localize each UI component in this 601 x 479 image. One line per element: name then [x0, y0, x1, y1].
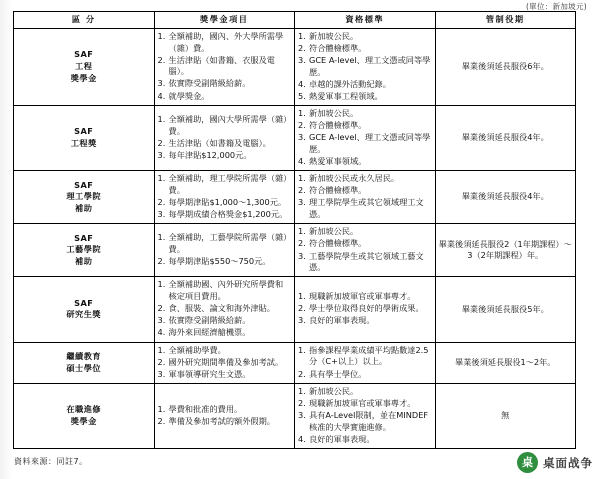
list-item-text: 符合體檢標準。 — [309, 185, 367, 196]
cell-criteria — [295, 105, 436, 170]
list-item — [158, 55, 292, 78]
list-item-number: 1. — [157, 30, 166, 41]
items-list — [158, 404, 292, 428]
list-item-text: 全額補助，國內大學所需學（雜）費。 — [168, 114, 288, 136]
list-item-number: 1. — [298, 344, 306, 355]
type-line: 理工學院 — [66, 191, 102, 202]
list-item-number: 1. — [157, 279, 166, 290]
list-item-number: 1. — [298, 173, 306, 184]
cell-items — [154, 28, 295, 105]
list-item-number: 2. — [157, 54, 166, 65]
cell-type — [14, 383, 155, 448]
list-item-text: 準備及參加考試的額外假期。 — [168, 416, 275, 427]
table-row — [14, 105, 576, 170]
watermark-text: 桌面战争 — [543, 455, 593, 470]
list-item-number: 1. — [298, 226, 306, 237]
cell-period: 無 — [435, 383, 576, 448]
cell-items — [154, 105, 295, 170]
criteria-list — [298, 31, 432, 103]
list-item — [298, 91, 432, 103]
list-item-number: 4. — [298, 156, 306, 167]
list-item-number: 2. — [157, 137, 166, 148]
list-item — [298, 120, 432, 132]
table-row — [14, 342, 576, 383]
list-item — [298, 31, 432, 43]
list-item — [298, 226, 432, 238]
list-item-text: 海外來回經濟艙機票。 — [168, 327, 251, 338]
table-row — [14, 28, 576, 105]
criteria-list — [298, 345, 432, 380]
list-item-number: 2. — [298, 368, 306, 379]
list-item-number: 1. — [157, 114, 166, 125]
type-line: SAF — [74, 126, 94, 137]
list-item-text: 良好的軍事表現。 — [309, 434, 375, 444]
list-item — [298, 369, 432, 381]
list-item-text: 學士學位取得良好的學術成果。 — [309, 303, 424, 314]
cell-type — [14, 171, 155, 224]
list-item-text: 新加坡公民。 — [309, 30, 359, 41]
list-item — [158, 327, 292, 339]
list-item — [298, 197, 432, 220]
list-item-text: 熱愛軍事工程領域。 — [309, 90, 383, 101]
list-item-text: 新加坡公民。 — [309, 385, 359, 396]
type-line: 工程獎 — [70, 138, 97, 149]
list-item-text: 就學獎金。 — [168, 90, 210, 101]
source-note: 資料來源：同註7。 — [14, 457, 88, 466]
list-item-number: 2. — [298, 42, 306, 53]
items-list — [158, 114, 292, 162]
criteria-list — [298, 173, 432, 221]
list-item — [298, 315, 432, 327]
cell-items — [154, 277, 295, 342]
list-item — [298, 238, 432, 250]
type-line: 工藝學院 — [66, 244, 102, 255]
list-item-number: 4. — [157, 327, 166, 338]
type-line: 補助 — [75, 256, 93, 267]
list-item-number: 3. — [157, 368, 166, 379]
list-item-number: 3. — [298, 54, 306, 65]
type-line: 繼續教育 — [66, 351, 102, 362]
list-item-text: GCE A-level、理工文憑或同等學歷。 — [309, 54, 431, 77]
cell-criteria — [295, 277, 436, 342]
list-item-text: GCE A-level、理工文憑或同等學歷。 — [309, 132, 431, 154]
list-item-number: 1. — [298, 291, 306, 302]
items-list — [158, 232, 292, 267]
cell-items — [154, 224, 295, 277]
list-item-text: 生活津貼（如書籍及電腦）。 — [168, 137, 271, 148]
table-row — [14, 224, 576, 277]
list-item-number: 1. — [298, 107, 306, 118]
list-item-text: 具有A-Level限制，並在MINDEF核准的大學實施進修。 — [309, 410, 429, 432]
cell-items — [154, 342, 295, 383]
cell-period: 畢業後須延長服役6年。 — [435, 28, 576, 105]
list-item-number: 2. — [298, 398, 306, 409]
list-item — [158, 303, 292, 315]
list-item-number: 2. — [298, 120, 306, 131]
list-item — [298, 410, 432, 433]
list-item-number: 2. — [157, 303, 166, 314]
criteria-list — [298, 291, 432, 327]
list-item-text: 符合體檢標準。 — [309, 120, 367, 131]
cell-criteria — [295, 28, 436, 105]
list-item — [158, 78, 292, 90]
items-list — [158, 279, 292, 339]
cell-type — [14, 105, 155, 170]
type-line: 在職進修 — [66, 404, 102, 415]
column-header-type: 區 分 — [14, 12, 155, 29]
list-item-number: 3. — [157, 78, 166, 89]
list-item-number: 4. — [157, 90, 166, 101]
list-item-text: 軍事領導研究生文憑。 — [168, 368, 251, 379]
list-item — [298, 185, 432, 197]
list-item-number: 3. — [157, 315, 166, 326]
type-line: 碩士學位 — [66, 362, 102, 373]
list-item-text: 每年津貼$12,000元。 — [168, 149, 252, 160]
items-list — [158, 31, 292, 102]
type-line: 研究生獎 — [66, 309, 102, 320]
list-item-number: 2. — [298, 303, 306, 314]
list-item-number: 4. — [298, 78, 306, 89]
column-header-period: 管制役期 — [435, 12, 576, 29]
list-item — [298, 398, 432, 410]
list-item — [158, 279, 292, 302]
type-line: SAF — [74, 232, 94, 243]
cell-type — [14, 224, 155, 277]
list-item — [158, 357, 292, 369]
table-body — [14, 28, 576, 449]
cell-criteria — [295, 171, 436, 224]
list-item-text: 每學期成績合格獎金$1,200元。 — [168, 209, 288, 220]
table-row — [14, 171, 576, 224]
list-item-text: 熱愛軍事領域。 — [309, 156, 367, 167]
list-item-number: 3. — [157, 149, 166, 160]
list-item — [158, 232, 292, 255]
type-line: 補助 — [75, 203, 93, 214]
list-item-text: 全額補助學費。 — [168, 344, 226, 355]
type-line: 獎學金 — [70, 416, 97, 427]
list-item-number: 2. — [157, 416, 166, 427]
list-item-number: 3. — [298, 250, 306, 261]
list-item — [158, 197, 292, 209]
cell-period: 畢業後須延長服役4年。 — [435, 171, 576, 224]
list-item-text: 現職新加坡軍官或軍事專才。 — [309, 398, 416, 409]
list-item-number: 3. — [298, 410, 306, 421]
cell-type — [14, 28, 155, 105]
unit-note: (單位：新加坡元) — [525, 2, 587, 11]
list-item — [158, 416, 292, 428]
list-item-text: 指參課程學業成績平均點數達2.5分（C+以上）以上。 — [309, 344, 429, 367]
cell-criteria — [295, 342, 436, 383]
list-item — [158, 150, 292, 162]
list-item-number: 2. — [157, 196, 166, 207]
table-header-row — [14, 12, 576, 29]
list-item-number: 1. — [157, 344, 166, 355]
cell-criteria — [295, 383, 436, 448]
list-item — [298, 108, 432, 120]
items-list — [158, 345, 292, 381]
list-item-number: 3. — [298, 197, 306, 208]
list-item-text: 具有學士學位。 — [309, 368, 367, 379]
list-item — [298, 43, 432, 55]
table-row — [14, 383, 576, 448]
list-item — [298, 156, 432, 168]
list-item-text: 每學期津貼$550～750元。 — [168, 256, 271, 267]
list-item-number: 1. — [157, 403, 166, 414]
list-item — [158, 173, 292, 196]
list-item-number: 1. — [298, 385, 306, 396]
list-item-text: 依實際受副階級給薪。 — [168, 315, 251, 326]
type-line: SAF — [74, 49, 94, 60]
list-item-text: 符合體檢標準。 — [309, 42, 367, 53]
list-item — [298, 386, 432, 398]
list-item-number: 4. — [298, 434, 306, 444]
column-header-criteria: 資格標準 — [295, 12, 436, 29]
criteria-list — [298, 226, 432, 274]
list-item-text: 符合體檢標準。 — [309, 238, 367, 249]
cell-period: 畢業後須延長服役4年。 — [435, 105, 576, 170]
list-item — [298, 251, 432, 274]
list-item — [158, 138, 292, 150]
list-item-text: 依實際受副階級給薪。 — [168, 78, 251, 89]
list-item — [158, 91, 292, 103]
list-item-text: 每學期津貼$1,000～1,300元。 — [168, 196, 287, 207]
list-item-text: 國外研究期間準備及參加考試。 — [168, 356, 284, 367]
list-item-text: 學費和批准的費用。 — [168, 403, 243, 414]
type-line: 工程 — [75, 60, 93, 71]
cell-criteria — [295, 224, 436, 277]
criteria-list — [298, 386, 432, 446]
list-item — [158, 345, 292, 357]
cell-type — [14, 342, 155, 383]
list-item-text: 新加坡公民。 — [309, 107, 359, 118]
scholarship-table — [13, 11, 576, 449]
watermark — [517, 452, 593, 473]
list-item — [298, 173, 432, 185]
list-item-text: 全額補助國、內外研究所學費和核定項目費用。 — [168, 279, 284, 301]
list-item — [298, 132, 432, 155]
list-item-number: 2. — [298, 185, 306, 196]
list-item — [158, 369, 292, 381]
list-item — [298, 303, 432, 315]
cell-period: 畢業後須延長服役2（1年期課程）～3（2年期課程）年。 — [435, 224, 576, 277]
list-item-text: 生活津貼（如書籍、衣服及電腦）。 — [168, 54, 275, 77]
type-line: SAF — [74, 179, 94, 190]
list-item-text: 新加坡公民或永久居民。 — [309, 173, 400, 184]
list-item-text: 食、服裝、論文和海外津貼。 — [168, 303, 275, 314]
list-item — [158, 256, 292, 268]
list-item-text: 工藝學院學生或其它領域工藝文憑。 — [309, 250, 424, 273]
list-item-text: 全額補助，理工學院所需學（雜）費。 — [168, 173, 288, 195]
column-header-items: 獎學金項目 — [154, 12, 295, 29]
list-item — [298, 291, 432, 303]
cell-period: 畢業後須延長服役1～2年。 — [435, 342, 576, 383]
list-item — [158, 404, 292, 416]
list-item — [298, 434, 432, 446]
page-edge-shadow — [0, 0, 12, 479]
list-item-text: 理工學院學生或其它領域理工文憑。 — [309, 197, 424, 220]
criteria-list — [298, 108, 432, 168]
list-item-text: 全額補助，工藝學院所需學（雜）費。 — [168, 232, 288, 254]
type-line: 獎學金 — [70, 72, 97, 83]
list-item-text: 卓越的課外活動紀錄。 — [309, 78, 391, 89]
list-item-number: 2. — [298, 238, 306, 249]
list-item — [298, 79, 432, 91]
list-item-number: 5. — [298, 90, 306, 101]
list-item — [158, 31, 292, 54]
list-item — [298, 55, 432, 78]
list-item-number: 3. — [298, 132, 306, 143]
list-item-text: 良好的軍事表現。 — [309, 315, 375, 326]
list-item — [158, 114, 292, 137]
watermark-badge-icon: 桌 — [517, 452, 538, 473]
cell-items — [154, 171, 295, 224]
list-item-number: 3. — [157, 209, 166, 220]
list-item-number: 2. — [157, 356, 166, 367]
list-item-text: 現職新加坡軍官或軍事專才。 — [309, 291, 416, 302]
list-item-number: 3. — [298, 315, 306, 326]
cell-type — [14, 277, 155, 342]
list-item-text: 全額補助，國內、外大學所需學（雜）費。 — [168, 30, 284, 53]
list-item-number: 1. — [298, 30, 306, 41]
list-item-number: 2. — [157, 256, 166, 267]
table-row — [14, 277, 576, 342]
type-line: SAF — [74, 297, 94, 308]
list-item — [298, 345, 432, 368]
list-item-text: 新加坡公民。 — [309, 226, 359, 237]
list-item — [158, 209, 292, 221]
list-item-number: 1. — [157, 173, 166, 184]
cell-items — [154, 383, 295, 448]
list-item-number: 1. — [157, 232, 166, 243]
cell-period: 畢業後須延長服役5年。 — [435, 277, 576, 342]
items-list — [158, 173, 292, 221]
list-item — [158, 315, 292, 327]
